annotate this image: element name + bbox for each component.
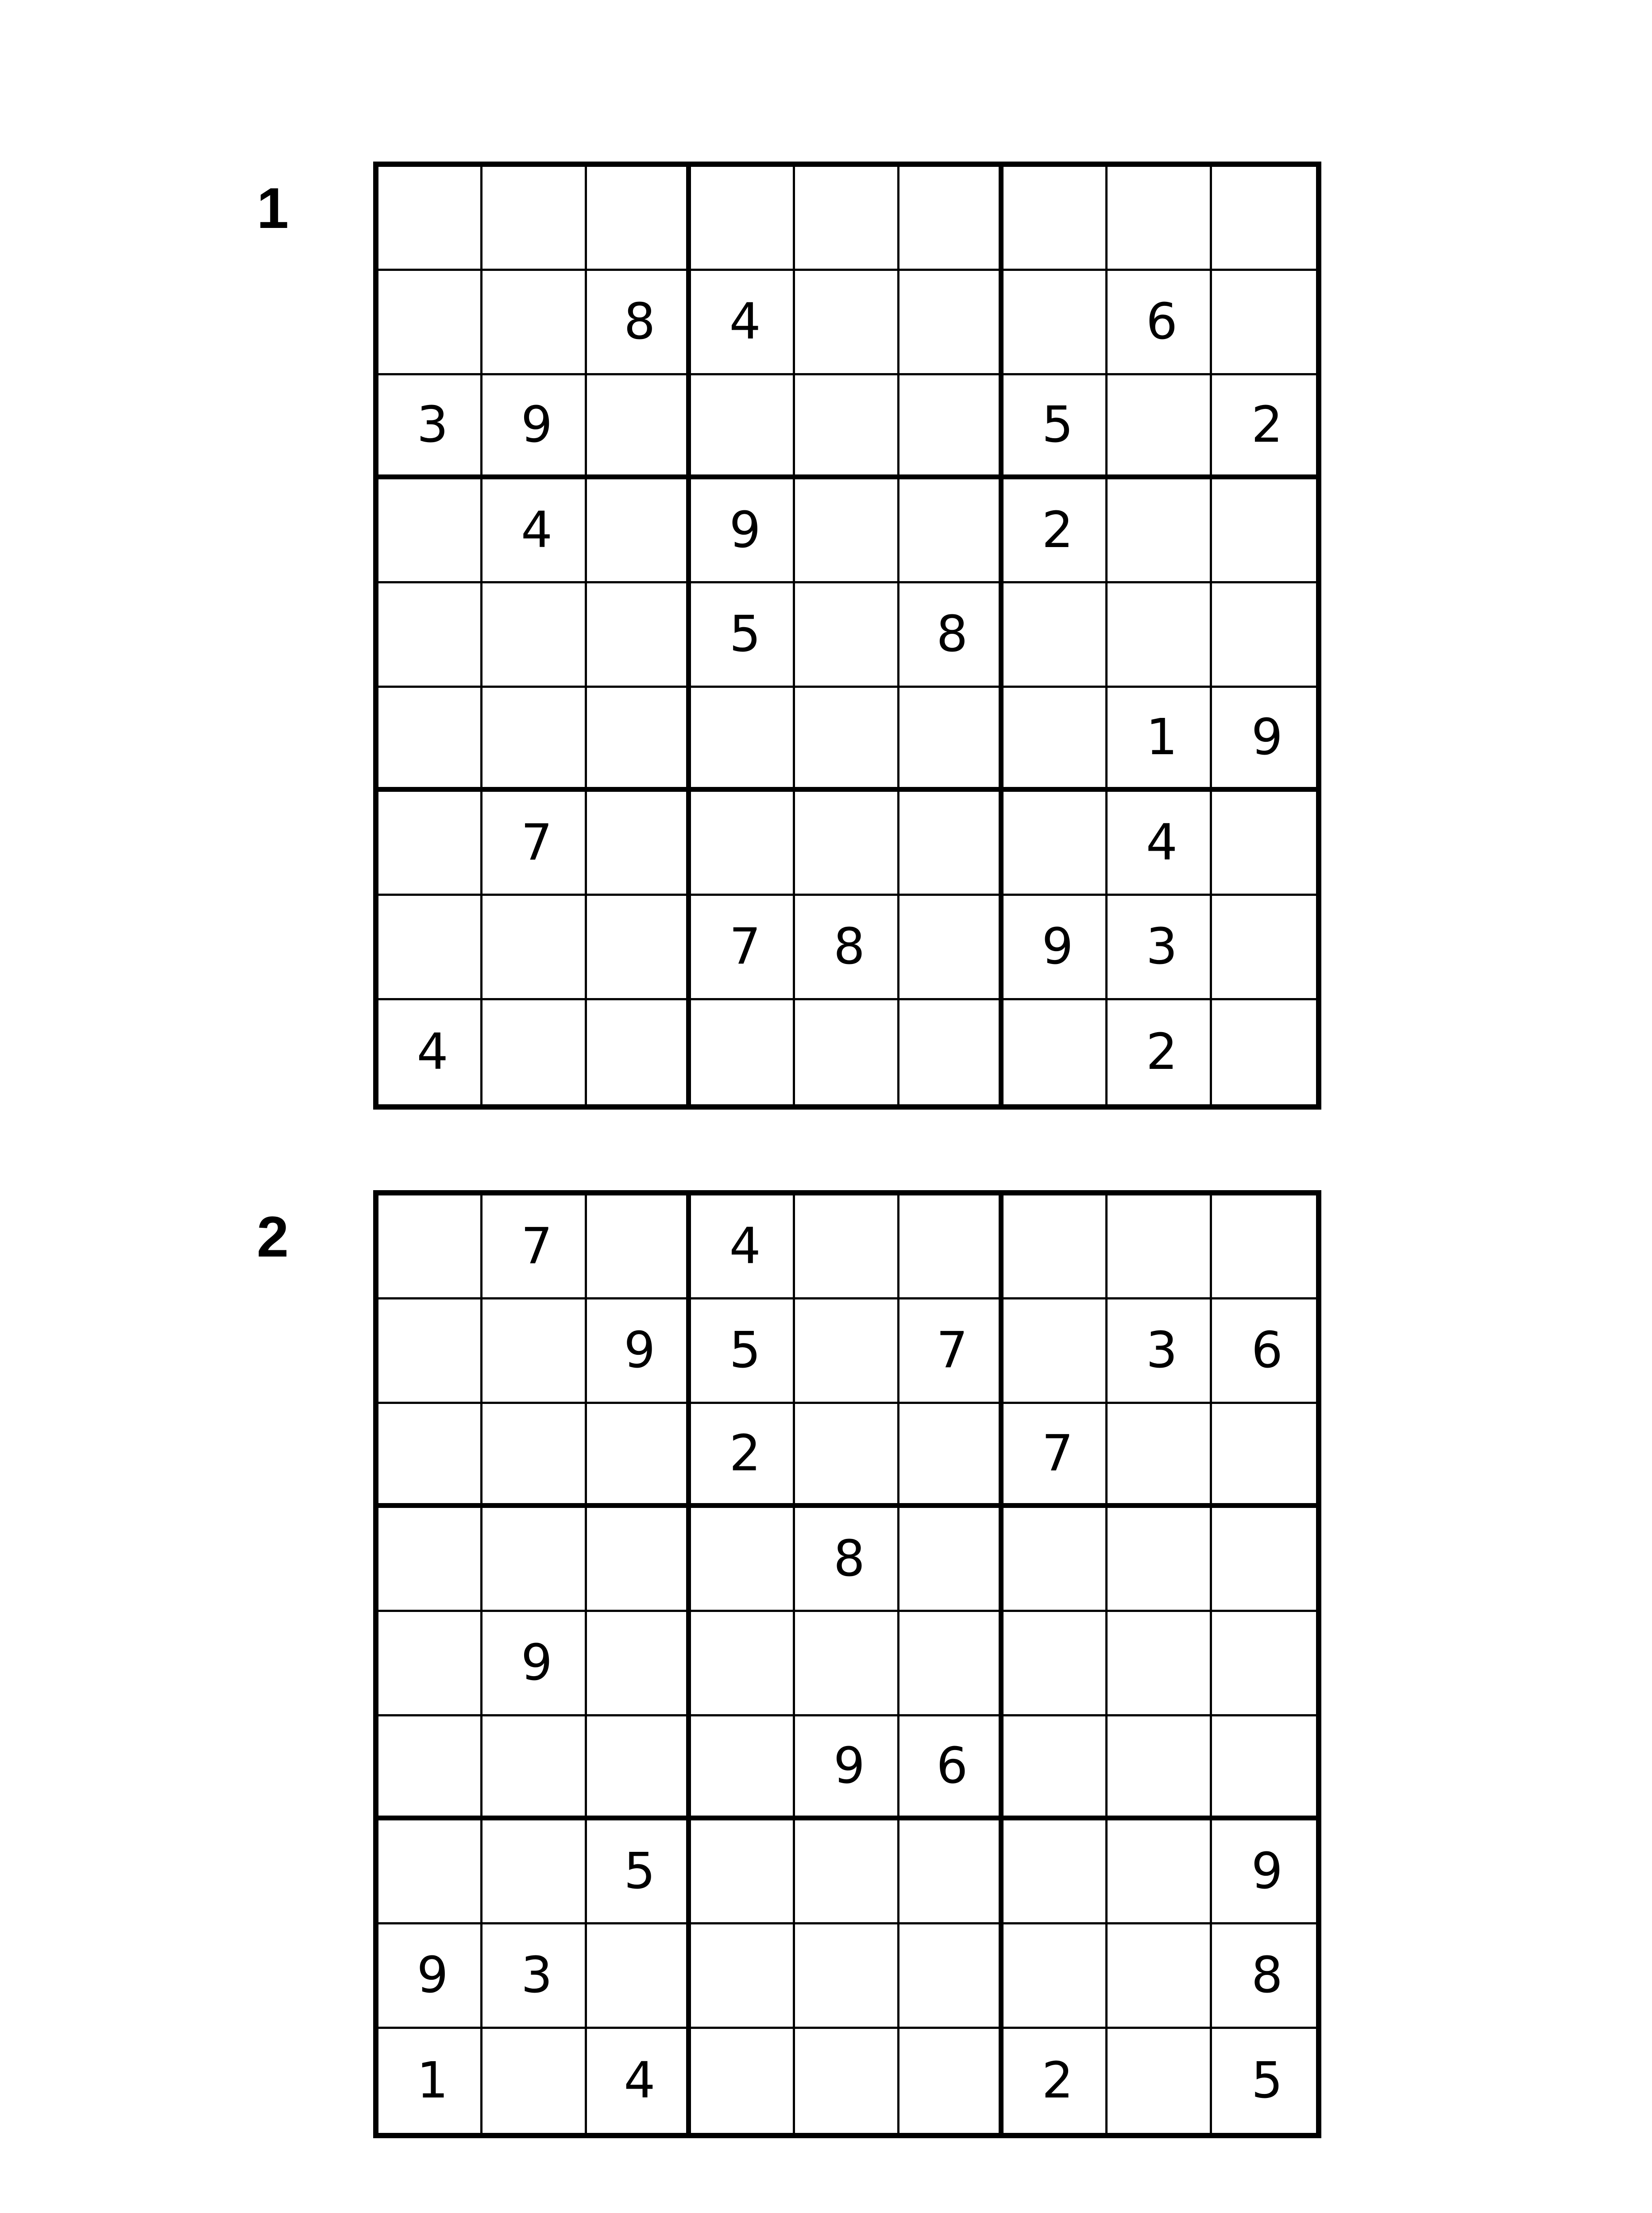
sudoku-cell[interactable]: [795, 1924, 899, 2028]
sudoku-cell[interactable]: [899, 896, 1004, 1000]
sudoku-cell[interactable]: [1108, 167, 1212, 271]
sudoku-cell[interactable]: [1108, 1716, 1212, 1820]
sudoku-cell[interactable]: 2: [1212, 375, 1316, 479]
sudoku-cell[interactable]: [482, 1508, 587, 1612]
sudoku-cell[interactable]: [482, 583, 587, 687]
puzzle-number: 2: [257, 1204, 289, 1269]
sudoku-cell[interactable]: 8: [899, 583, 1004, 687]
sudoku-cell[interactable]: [378, 583, 482, 687]
sudoku-cell[interactable]: [482, 1299, 587, 1403]
sudoku-cell[interactable]: [378, 896, 482, 1000]
sudoku-cell[interactable]: [378, 479, 482, 583]
sudoku-cell[interactable]: [1108, 1508, 1212, 1612]
sudoku-cell[interactable]: [587, 583, 691, 687]
sudoku-cell[interactable]: 4: [378, 1000, 482, 1104]
sudoku-cell[interactable]: [482, 271, 587, 375]
sudoku-cell[interactable]: 3: [378, 375, 482, 479]
sudoku-cell[interactable]: [378, 1299, 482, 1403]
sudoku-cell[interactable]: 9: [691, 479, 795, 583]
sudoku-cell[interactable]: [482, 1716, 587, 1820]
sudoku-cell[interactable]: [795, 1299, 899, 1403]
sudoku-cell[interactable]: [691, 792, 795, 896]
sudoku-cell[interactable]: 2: [1108, 1000, 1212, 1104]
sudoku-cell[interactable]: [378, 1612, 482, 1716]
sudoku-cell[interactable]: [587, 1508, 691, 1612]
sudoku-cell[interactable]: [1004, 167, 1108, 271]
sudoku-cell[interactable]: [1212, 1716, 1316, 1820]
sudoku-cell[interactable]: 7: [482, 792, 587, 896]
sudoku-cell[interactable]: [587, 896, 691, 1000]
sudoku-cell[interactable]: 6: [1212, 1299, 1316, 1403]
sudoku-cell[interactable]: 5: [1251, 2052, 1283, 2110]
sudoku-cell[interactable]: [378, 271, 482, 375]
sudoku-cell[interactable]: 8: [587, 271, 691, 375]
sudoku-cell[interactable]: [795, 1612, 899, 1716]
sudoku-cell[interactable]: 1: [1108, 688, 1212, 792]
sudoku-cell[interactable]: [795, 167, 899, 271]
sudoku-cell[interactable]: 9: [587, 1299, 691, 1403]
sudoku-cell[interactable]: 8: [795, 1508, 899, 1612]
sudoku-cell[interactable]: [899, 688, 1004, 792]
sudoku-cell[interactable]: [1004, 1612, 1108, 1716]
sudoku-cell[interactable]: 3: [482, 1924, 587, 2028]
sudoku-cell[interactable]: 5: [691, 583, 795, 687]
sudoku-cell[interactable]: [1004, 271, 1108, 375]
sudoku-cell[interactable]: [1004, 688, 1108, 792]
sudoku-cell[interactable]: [795, 1404, 899, 1508]
sudoku-cell[interactable]: [1212, 1612, 1316, 1716]
sudoku-cell[interactable]: [587, 1716, 691, 1820]
sudoku-cell[interactable]: [1212, 1508, 1316, 1612]
sudoku-cell[interactable]: [899, 1508, 1004, 1612]
sudoku-cell[interactable]: 9: [1212, 1820, 1316, 1924]
sudoku-cell[interactable]: [1212, 271, 1316, 375]
sudoku-cell[interactable]: [587, 1612, 691, 1716]
sudoku-cell[interactable]: [1108, 1820, 1212, 1924]
sudoku-cell[interactable]: [378, 1404, 482, 1508]
sudoku-cell[interactable]: [795, 479, 899, 583]
sudoku-cell[interactable]: 3: [1108, 1299, 1212, 1403]
sudoku-cell[interactable]: 9: [378, 1924, 482, 2028]
sudoku-cell[interactable]: 4: [691, 271, 795, 375]
sudoku-cell[interactable]: [378, 1716, 482, 1820]
sudoku-cell[interactable]: [587, 1195, 691, 1299]
sudoku-cell[interactable]: [899, 1195, 1004, 1299]
sudoku-cell[interactable]: [1108, 1195, 1212, 1299]
sudoku-cell[interactable]: [691, 688, 795, 792]
sudoku-cell[interactable]: [378, 1195, 482, 1299]
sudoku-cell[interactable]: [691, 1924, 795, 2028]
sudoku-cell[interactable]: [795, 1000, 899, 1104]
sudoku-cell[interactable]: [899, 792, 1004, 896]
sudoku-cell[interactable]: [795, 271, 899, 375]
sudoku-cell[interactable]: [1108, 583, 1212, 687]
sudoku-cell[interactable]: [795, 688, 899, 792]
sudoku-cell[interactable]: [1004, 1000, 1108, 1104]
sudoku-cell[interactable]: [1004, 1716, 1108, 1820]
sudoku-cell[interactable]: [378, 167, 482, 271]
sudoku-cell[interactable]: 5: [587, 1820, 691, 1924]
sudoku-cell[interactable]: [482, 688, 587, 792]
sudoku-cell[interactable]: 7: [1004, 1404, 1108, 1508]
sudoku-cell[interactable]: 8: [795, 896, 899, 1000]
sudoku-cell[interactable]: 4: [691, 1195, 795, 1299]
sudoku-cell[interactable]: [1108, 1924, 1212, 2028]
sudoku-cell[interactable]: [1108, 375, 1212, 479]
puzzle-number: 1: [257, 176, 289, 240]
sudoku-cell[interactable]: 2: [1004, 479, 1108, 583]
sudoku-cell[interactable]: [587, 167, 691, 271]
sudoku-cell[interactable]: 6: [1108, 271, 1212, 375]
sudoku-cell[interactable]: [899, 167, 1004, 271]
sudoku-cell[interactable]: [795, 1195, 899, 1299]
sudoku-cell[interactable]: 9: [482, 1612, 587, 1716]
sudoku-cell[interactable]: [1212, 479, 1316, 583]
sudoku-cell[interactable]: [378, 1820, 482, 1924]
sudoku-cell[interactable]: [1212, 792, 1316, 896]
sudoku-cell[interactable]: [691, 375, 795, 479]
sudoku-cell[interactable]: 3: [1108, 896, 1212, 1000]
sudoku-cell[interactable]: [691, 1612, 795, 1716]
sudoku-cell[interactable]: [1004, 792, 1108, 896]
sudoku-cell[interactable]: [482, 167, 587, 271]
sudoku-cell[interactable]: 8: [1212, 1924, 1316, 2028]
sudoku-cell[interactable]: [378, 688, 482, 792]
sudoku-cell[interactable]: [795, 2029, 899, 2133]
sudoku-cell[interactable]: 9: [482, 375, 587, 479]
sudoku-cell[interactable]: [587, 479, 691, 583]
sudoku-cell[interactable]: [1004, 1195, 1108, 1299]
sudoku-cell[interactable]: [482, 1404, 587, 1508]
sudoku-cell[interactable]: [899, 1820, 1004, 1924]
sudoku-cell[interactable]: 7: [691, 896, 795, 1000]
sudoku-cell[interactable]: [1004, 1820, 1108, 1924]
sudoku-cell[interactable]: [1212, 583, 1316, 687]
sudoku-cell[interactable]: 7: [899, 1299, 1004, 1403]
sudoku-cell[interactable]: 2: [1004, 2029, 1108, 2133]
sudoku-cell[interactable]: [1004, 1924, 1108, 2028]
sudoku-cell[interactable]: [482, 1820, 587, 1924]
sudoku-cell[interactable]: [1212, 1195, 1316, 1299]
sudoku-cell[interactable]: [1212, 1404, 1316, 1508]
sudoku-cell[interactable]: [587, 792, 691, 896]
sudoku-cell[interactable]: 4: [482, 479, 587, 583]
sudoku-cell[interactable]: 9: [1004, 896, 1108, 1000]
sudoku-cell[interactable]: [899, 1404, 1004, 1508]
sudoku-cell[interactable]: 5: [691, 1299, 795, 1403]
sudoku-cell[interactable]: [1108, 1404, 1212, 1508]
sudoku-cell[interactable]: [691, 1820, 795, 1924]
sudoku-cell[interactable]: 4: [1108, 792, 1212, 896]
sudoku-cell[interactable]: [587, 375, 691, 479]
sudoku-cell[interactable]: 7: [482, 1195, 587, 1299]
sudoku-cell[interactable]: [587, 1000, 691, 1104]
sudoku-cell[interactable]: [1212, 896, 1316, 1000]
sudoku-cell[interactable]: [1004, 1299, 1108, 1403]
sudoku-cell[interactable]: [899, 1000, 1004, 1104]
sudoku-cell[interactable]: [899, 1612, 1004, 1716]
sudoku-cell[interactable]: 6: [899, 1716, 1004, 1820]
sudoku-cell[interactable]: [795, 1820, 899, 1924]
sudoku-cell[interactable]: [691, 1508, 795, 1612]
sudoku-cell[interactable]: [1004, 1508, 1108, 1612]
sudoku-cell[interactable]: [899, 271, 1004, 375]
sudoku-cell[interactable]: [482, 896, 587, 1000]
sudoku-cell[interactable]: [1212, 1000, 1316, 1104]
sudoku-cell[interactable]: [1108, 1612, 1212, 1716]
sudoku-cell[interactable]: [378, 1508, 482, 1612]
sudoku-cell[interactable]: [587, 1404, 691, 1508]
sudoku-cell[interactable]: [482, 2029, 587, 2133]
sudoku-cell[interactable]: [691, 167, 795, 271]
sudoku-cell[interactable]: [378, 792, 482, 896]
sudoku-cell[interactable]: [899, 1924, 1004, 2028]
sudoku-cell[interactable]: 4: [587, 2029, 691, 2133]
sudoku-cell[interactable]: 5: [1004, 375, 1108, 479]
sudoku-cell[interactable]: 1: [378, 2029, 482, 2133]
sudoku-cell[interactable]: [1108, 479, 1212, 583]
sudoku-cell[interactable]: [899, 479, 1004, 583]
sudoku-cell[interactable]: [795, 792, 899, 896]
sudoku-cell[interactable]: [587, 1924, 691, 2028]
sudoku-grid: [373, 162, 1321, 1110]
sudoku-cell[interactable]: [691, 1000, 795, 1104]
sudoku-cell[interactable]: 9: [1212, 688, 1316, 792]
sudoku-cell[interactable]: 9: [795, 1716, 899, 1820]
sudoku-cell[interactable]: [691, 1716, 795, 1820]
sudoku-cell[interactable]: [795, 583, 899, 687]
sudoku-cell[interactable]: [899, 375, 1004, 479]
sudoku-cell[interactable]: 2: [691, 1404, 795, 1508]
sudoku-cell[interactable]: [691, 2029, 795, 2133]
sudoku-cell[interactable]: [587, 688, 691, 792]
sudoku-cell[interactable]: [795, 375, 899, 479]
sudoku-cell[interactable]: [482, 1000, 587, 1104]
sudoku-grid: [373, 1190, 1321, 2138]
sudoku-cell[interactable]: [1004, 583, 1108, 687]
sudoku-cell[interactable]: [1212, 167, 1316, 271]
sudoku-cell[interactable]: [1108, 2029, 1212, 2133]
sudoku-cell[interactable]: [899, 2029, 1004, 2133]
